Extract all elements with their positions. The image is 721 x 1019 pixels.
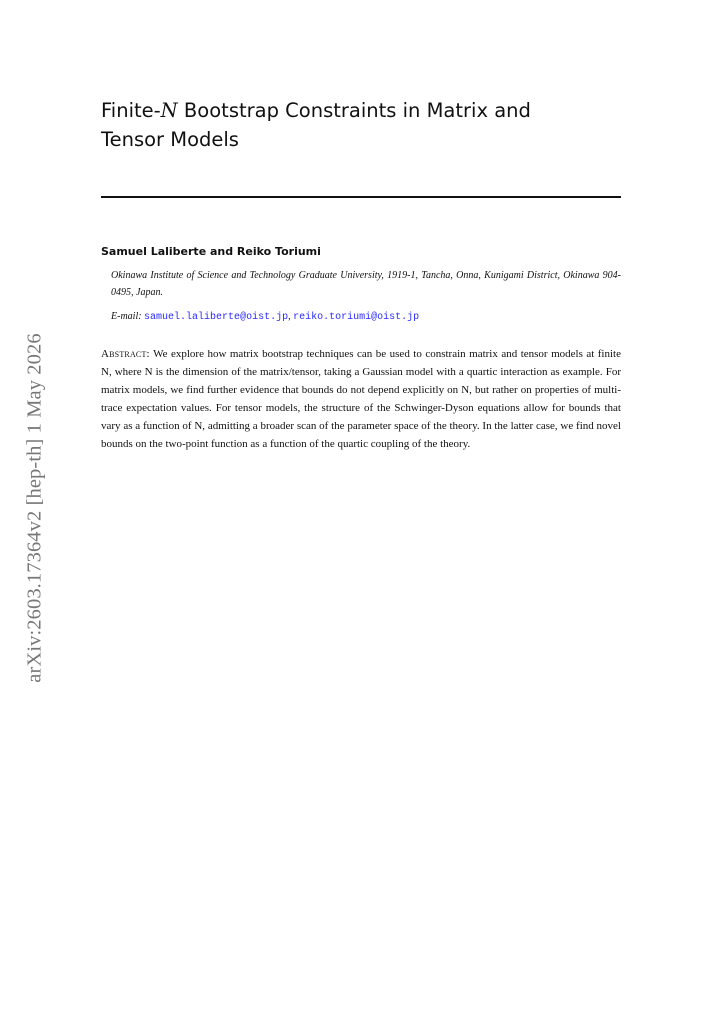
- title-prefix: Finite-: [101, 99, 161, 122]
- email-line: [111, 309, 419, 326]
- abstract-body: We explore how matrix bootstrap techniques can be used to constrain matrix and tensor models at finite N, where N is the dimension of the matrix/tensor, taking a Gaussian model with a quartic interaction as example. For matrix models, we find further evidence that bounds do not depend explicitly on N, but rather on properties of multi-trace expectation values. For tensor models, the structure of the Schwinger-Dyson equations allow for bounds that vary as a function of N, admitting a broader scan of the parameter space of the theory. In the latter case, we find novel bounds on the two-point function as a function of the quartic coupling of the theory.: [101, 348, 621, 450]
- title-math-variable: N: [160, 99, 178, 122]
- abstract: [101, 346, 621, 453]
- title-line-2: Tensor Models: [101, 128, 239, 151]
- arxiv-identifier-stamp: [14, 297, 56, 719]
- title-line-1: [101, 96, 621, 125]
- arxiv-identifier-text: arXiv:2603.17364v2 [hep-th] 1 May 2026: [23, 333, 46, 683]
- abstract-label: Abstract:: [101, 348, 150, 360]
- author-list: Samuel Laliberte and Reiko Toriumi: [101, 245, 321, 258]
- title-divider: [101, 196, 621, 198]
- paper-title: [101, 96, 621, 154]
- title-suffix: Bootstrap Constraints in Matrix and: [177, 99, 531, 122]
- email-link-laliberte[interactable]: samuel.laliberte@oist.jp: [144, 312, 289, 323]
- email-separator: ,: [288, 311, 294, 322]
- author-affiliation: Okinawa Institute of Science and Technology Graduate University, 1919-1, Tancha, Onna, Kunigami District, Okinawa 904-0495, Japan.: [111, 270, 621, 298]
- email-label: E-mail:: [111, 311, 142, 322]
- email-link-toriumi[interactable]: reiko.toriumi@oist.jp: [293, 312, 420, 323]
